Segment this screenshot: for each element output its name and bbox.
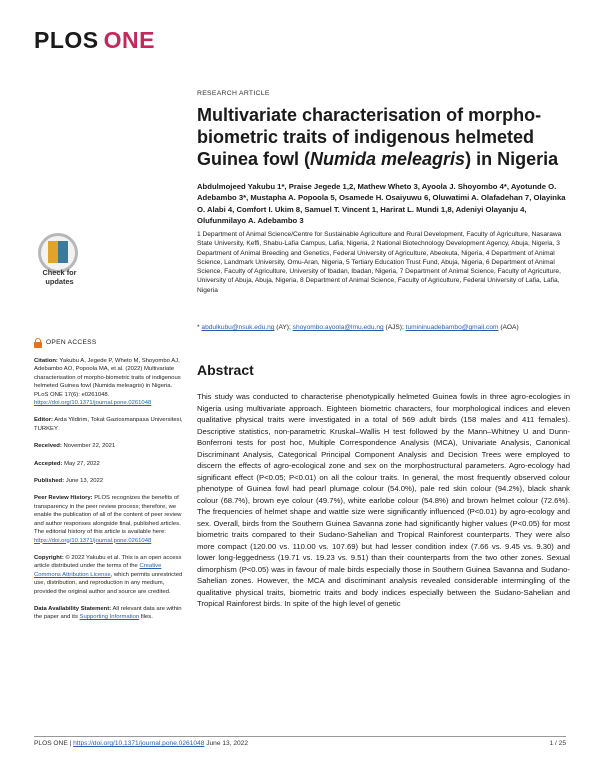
footer-journal: PLOS ONE: [34, 740, 68, 747]
email-link-aoa[interactable]: tumininuadebambo@gmail.com: [405, 324, 499, 331]
copyright: Copyright: © 2022 Yakubu et al. This is an open access article distributed under the terms of the Creative Commons Attribution License, which permits unrestricted use, distribution, and reproduction in any medium, provided the original author and source are credited.: [34, 554, 183, 595]
corresponding-emails: * abdulkubu@nsuk.edu.ng (AY); shoyombo.ayoola@lmu.edu.ng (AJS); tumininuadebambo@gmail.com (AOA): [197, 324, 519, 331]
supporting-info-link[interactable]: Supporting Information: [79, 614, 140, 621]
citation-doi-link[interactable]: https://doi.org/10.1371/journal.pone.0261048: [34, 400, 152, 407]
license-link[interactable]: Creative Commons Attribution License: [34, 563, 162, 578]
article-title: Multivariate characterisation of morpho-biometric traits of indigenous helmeted Guinea fowl (Numida meleagris) in Nigeria: [197, 105, 559, 169]
editor: Editor: Arda Yildirim, Tokat Gaziosmanpasa Universitesi, TURKEY: [34, 417, 183, 432]
article-type: RESEARCH ARTICLE: [197, 90, 270, 97]
abstract-heading: Abstract: [197, 362, 254, 378]
email-link-ajs[interactable]: shoyombo.ayoola@lmu.edu.ng: [292, 324, 384, 331]
email-link-ay[interactable]: abdulkubu@nsuk.edu.ng: [201, 324, 275, 331]
footer-doi-link[interactable]: https://doi.org/10.1371/journal.pone.0261048: [73, 740, 205, 747]
species-name: Numida meleagris: [310, 149, 466, 169]
affiliations: 1 Department of Animal Science/Centre for Sustainable Agriculture and Rural Development, Faculty of Agriculture, Nasarawa State University, Keffi, Shabu-Lafia Campus, Lafia, Nigeria, 2 National Biotechnology Development Agency, Abuja, Nigeria, 3 Department of Animal Breeding and Genetics, Federal University of Agriculture, Abeokuta, Nigeria, 4 Department of Animal Science, Landmark University, Omu-Aran, Nigeria, 5 Tertiary Education Trust Fund, Abuja, Nigeria, 6 Department of Animal Science, Faculty of Agriculture, University of Ibadan, Ibadan, Nigeria, 7 Department of Animal Science, Faculty of Agriculture, University of Abuja, Abuja, Nigeria, 8 Department of Animal Science, Faculty of Agriculture, Federal University of Lafia, Lafia, Nigeria: [197, 231, 562, 294]
check-for-updates-label: Check for updates: [42, 268, 77, 286]
page-number: 1 / 25: [549, 740, 566, 747]
open-access-badge: OPEN ACCESS: [34, 338, 184, 348]
check-for-updates-badge[interactable]: [32, 233, 87, 291]
accepted-date: Accepted: May 27, 2022: [34, 460, 100, 467]
article-info-sidebar: [34, 338, 184, 631]
page-footer: PLOS ONE | https://doi.org/10.1371/journal.pone.0261048 June 13, 2022 1 / 25: [34, 736, 566, 750]
logo-plos: PLOS: [34, 27, 99, 53]
author-list: Abdulmojeed Yakubu 1*, Praise Jegede 1,2, Mathew Wheto 3, Ayoola J. Shoyombo 4*, Ayotunde O. Adebambo 3*, Mustapha A. Popoola 5, Osamede H. Osaiyuwu 6, Oluwatimi A. Olafadehan 7, Olayinka O. Alabi 4, Comfort I. Ukim 8, Samuel T. Vincent 1, Harirat L. Mundi 1,8, Adeniyi Olayanju 4, Olufunmilayo A. Adebambo 3: [197, 182, 566, 225]
citation: Citation: Yakubu A, Jegede P, Wheto M, Shoyombo AJ, Adebambo AO, Popoola MA, et al. (2022) Multivariate characterisation of morpho-biometric traits of indigenous helmeted Guinea fowl (Numida meleagris) in Nigeria. PLoS ONE 17(6): e0261048. https://doi.org/10.1371/journal.pone.0261048: [34, 358, 181, 407]
journal-logo: [34, 27, 155, 54]
data-availability: Data Availability Statement: All relevant data are within the paper and its Supporting Information files.: [34, 605, 182, 621]
received-date: Received: November 22, 2021: [34, 443, 116, 450]
peer-review-link[interactable]: https://doi.org/10.1371/journal.pone.0261048: [34, 537, 152, 544]
open-lock-icon: [34, 338, 42, 348]
logo-one: ONE: [103, 27, 155, 53]
peer-review-history: Peer Review History: PLOS recognizes the benefits of transparency in the peer review process; therefore, we enable the publication of all of the content of peer review and author responses alongside final, published articles. The editorial history of this article is available here: https://doi.org/10.1371/journal.pone.0261048: [34, 495, 182, 544]
published-date: Published: June 13, 2022: [34, 478, 104, 485]
abstract-text: This study was conducted to characterise phenotypically helmeted Guinea fowls in three agro-ecologies in Nigeria using multivariate approach. Eighteen biometric characters, four morphological indices and eleven qualitative physical traits were investigated in a total of 569 adult birds (158 males and 411 females). Descriptive statistics, non-parametric Kruskal–Wallis H test followed by the Mann–Whitney U and Dunn-Bonferroni tests for post hoc, Multiple Correspondence Analysis (MCA), Univariate Analysis, Canonical Discriminant Analysis, Categorical Principal Component Analysis and Decision Trees were employed to discern the effects of agro-ecological zone and sex on the morphostructural parameters. Agro-ecology had significant effect (P<0.05; P<0.01) on all the colour traits. In general, the most frequently observed colour phenotype of Guinea fowl had pearl plumage colour (54.0%), pale red skin colour (94.2%), black shank colour (68.7%), brown eye colour (49.7%), white earlobe colour (54.8%) and brown helmet colour (72.6%). The frequencies of helmet shape and wattle size were significantly influenced (P<0.01) by agro-ecology and sex. Overall, birds from the Southern Guinea Savanna zone had significantly higher values (P<0.05) for most biometric traits compared to their Sudano-Sahelian and Tropical Rainforest counterparts. They were also more compact (120.00 vs. 110.00 vs. 107.69) but had lesser condition index (7.66 vs. 9.45 vs. 9.30) and lower long-leggedness (19.71 vs. 19.23 vs. 9.51) than their counterparts from the two other zones. Sexual dimorphism (P<0.05) was in favour of male birds especially those in Southern Guinea Savanna and Sudano-Sahelian zones. However, the MCA and discriminant analysis revealed considerable intermingling of the qualitative physical traits, biometric traits and body indices especially between the Sudano-Sahelian and Tropical Rainforest birds. In spite of the high level of genetic: [197, 392, 570, 608]
footer-date: June 13, 2022: [204, 740, 248, 747]
